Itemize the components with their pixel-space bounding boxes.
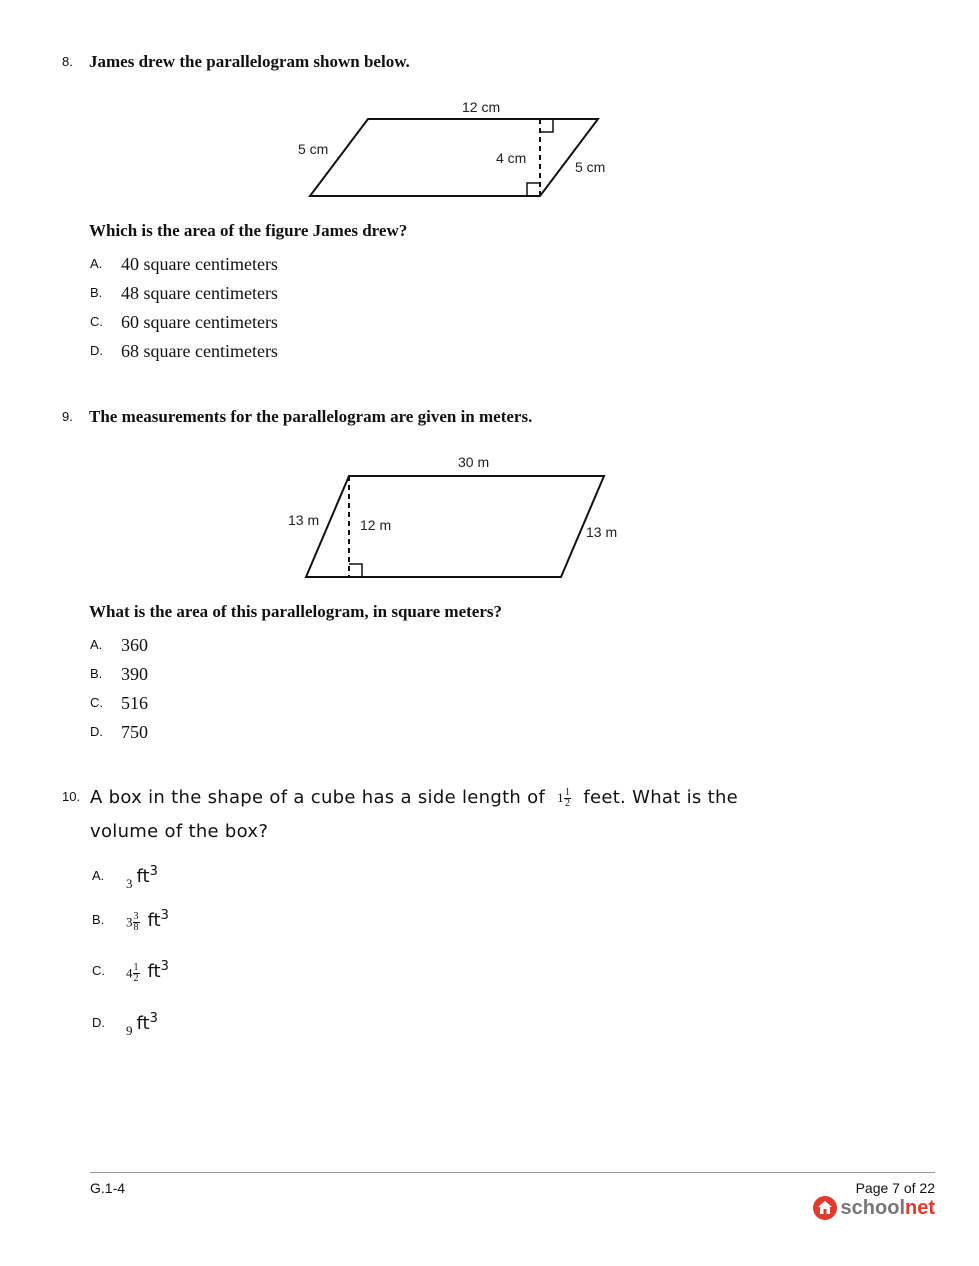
q8-choice-c-text[interactable]: 60 square centimeters [121, 312, 278, 332]
q8-choice-d-text[interactable]: 68 square centimeters [121, 341, 278, 361]
question-10-stem-line1 [90, 787, 738, 809]
q10-choice-c-fraction: $\frac{1}{2}$ [133, 961, 139, 984]
q10-choice-a-letter[interactable]: A. [92, 868, 105, 883]
q10-choice-a-unit: $ft^3$ [136, 864, 158, 887]
q8-choice-a-text[interactable]: 40 square centimeters [121, 254, 278, 274]
q9-choice-b-letter[interactable]: B. [90, 666, 103, 681]
q10-choice-c[interactable] [126, 959, 169, 984]
q9-label-height: 12 m [360, 517, 392, 533]
q9-label-left: 13 m [288, 512, 320, 528]
q8-label-top: 12 cm [462, 99, 501, 115]
q10-stem-part1: A box in the shape of a cube has a side length of [90, 787, 546, 808]
q8-choice-c-letter[interactable]: C. [90, 314, 103, 329]
q9-choice-c-letter[interactable]: C. [90, 695, 103, 710]
q10-side-den: 2 [564, 797, 571, 809]
q10-choice-d-letter[interactable]: D. [92, 1015, 105, 1030]
question-8-number: 8. [62, 54, 73, 69]
q10-side-whole: 1 [557, 790, 564, 805]
q10-choice-d-whole: 9 [126, 1023, 133, 1039]
q9-choice-d-letter[interactable]: D. [90, 724, 103, 739]
q10-choice-b[interactable] [126, 908, 169, 933]
footer-divider [90, 1172, 935, 1173]
q8-choice-b-letter[interactable]: B. [90, 285, 103, 300]
q10-choice-b-letter[interactable]: B. [92, 912, 105, 927]
q10-choice-b-whole: 3 [126, 914, 133, 930]
q10-choice-c-whole: 4 [126, 965, 133, 981]
q10-choice-a-whole: 3 [126, 876, 133, 892]
q10-choice-b-unit: $ft^3$ [147, 908, 169, 931]
question-10-number: 10. [62, 789, 81, 804]
question-8-prompt: Which is the area of the figure James drew? [89, 221, 408, 240]
q10-side-num: 1 [564, 786, 571, 798]
q8-label-height: 4 cm [496, 150, 527, 166]
footer-standard-code: G.1-4 [90, 1180, 126, 1196]
q9-label-top: 30 m [458, 454, 490, 470]
footer-page-number: Page 7 of 22 [855, 1180, 935, 1196]
schoolnet-logo [812, 1195, 935, 1221]
q8-label-left: 5 cm [298, 141, 329, 157]
q9-choice-c-text[interactable]: 516 [121, 693, 148, 713]
question-8-stem: James drew the parallelogram shown below. [89, 52, 410, 71]
q10-choice-a[interactable] [126, 864, 158, 892]
question-9-stem: The measurements for the parallelogram are given in meters. [89, 407, 533, 426]
q9-choice-b-text[interactable]: 390 [121, 664, 148, 684]
q8-choice-d-letter[interactable]: D. [90, 343, 103, 358]
question-9-prompt: What is the area of this parallelogram, in square meters? [89, 602, 502, 621]
q8-label-right: 5 cm [575, 159, 606, 175]
q10-choice-d-unit: $ft^3$ [136, 1011, 158, 1034]
q10-choice-b-fraction: $\frac{3}{8}$ [133, 910, 139, 933]
q8-choice-b-text[interactable]: 48 square centimeters [121, 283, 278, 303]
schoolnet-wordmark: schoolnet [840, 1196, 935, 1219]
q10-side-fraction [564, 788, 571, 809]
q8-choice-a-letter[interactable]: A. [90, 256, 103, 271]
q10-choice-c-letter[interactable]: C. [92, 963, 105, 978]
question-9-number: 9. [62, 409, 73, 424]
question-8-parallelogram-figure [280, 92, 620, 207]
q10-choice-c-unit: $ft^3$ [147, 959, 169, 982]
q9-choice-a-text[interactable]: 360 [121, 635, 148, 655]
q10-stem-part2: feet. What is the [583, 787, 739, 808]
q9-choice-a-letter[interactable]: A. [90, 637, 103, 652]
q9-label-right: 13 m [586, 524, 618, 540]
schoolnet-house-icon [812, 1195, 838, 1221]
q9-choice-d-text[interactable]: 750 [121, 722, 148, 742]
question-10-stem-line2: volume of the box? [90, 821, 269, 842]
question-9-parallelogram-figure [280, 448, 630, 583]
q10-choice-d[interactable] [126, 1011, 158, 1039]
